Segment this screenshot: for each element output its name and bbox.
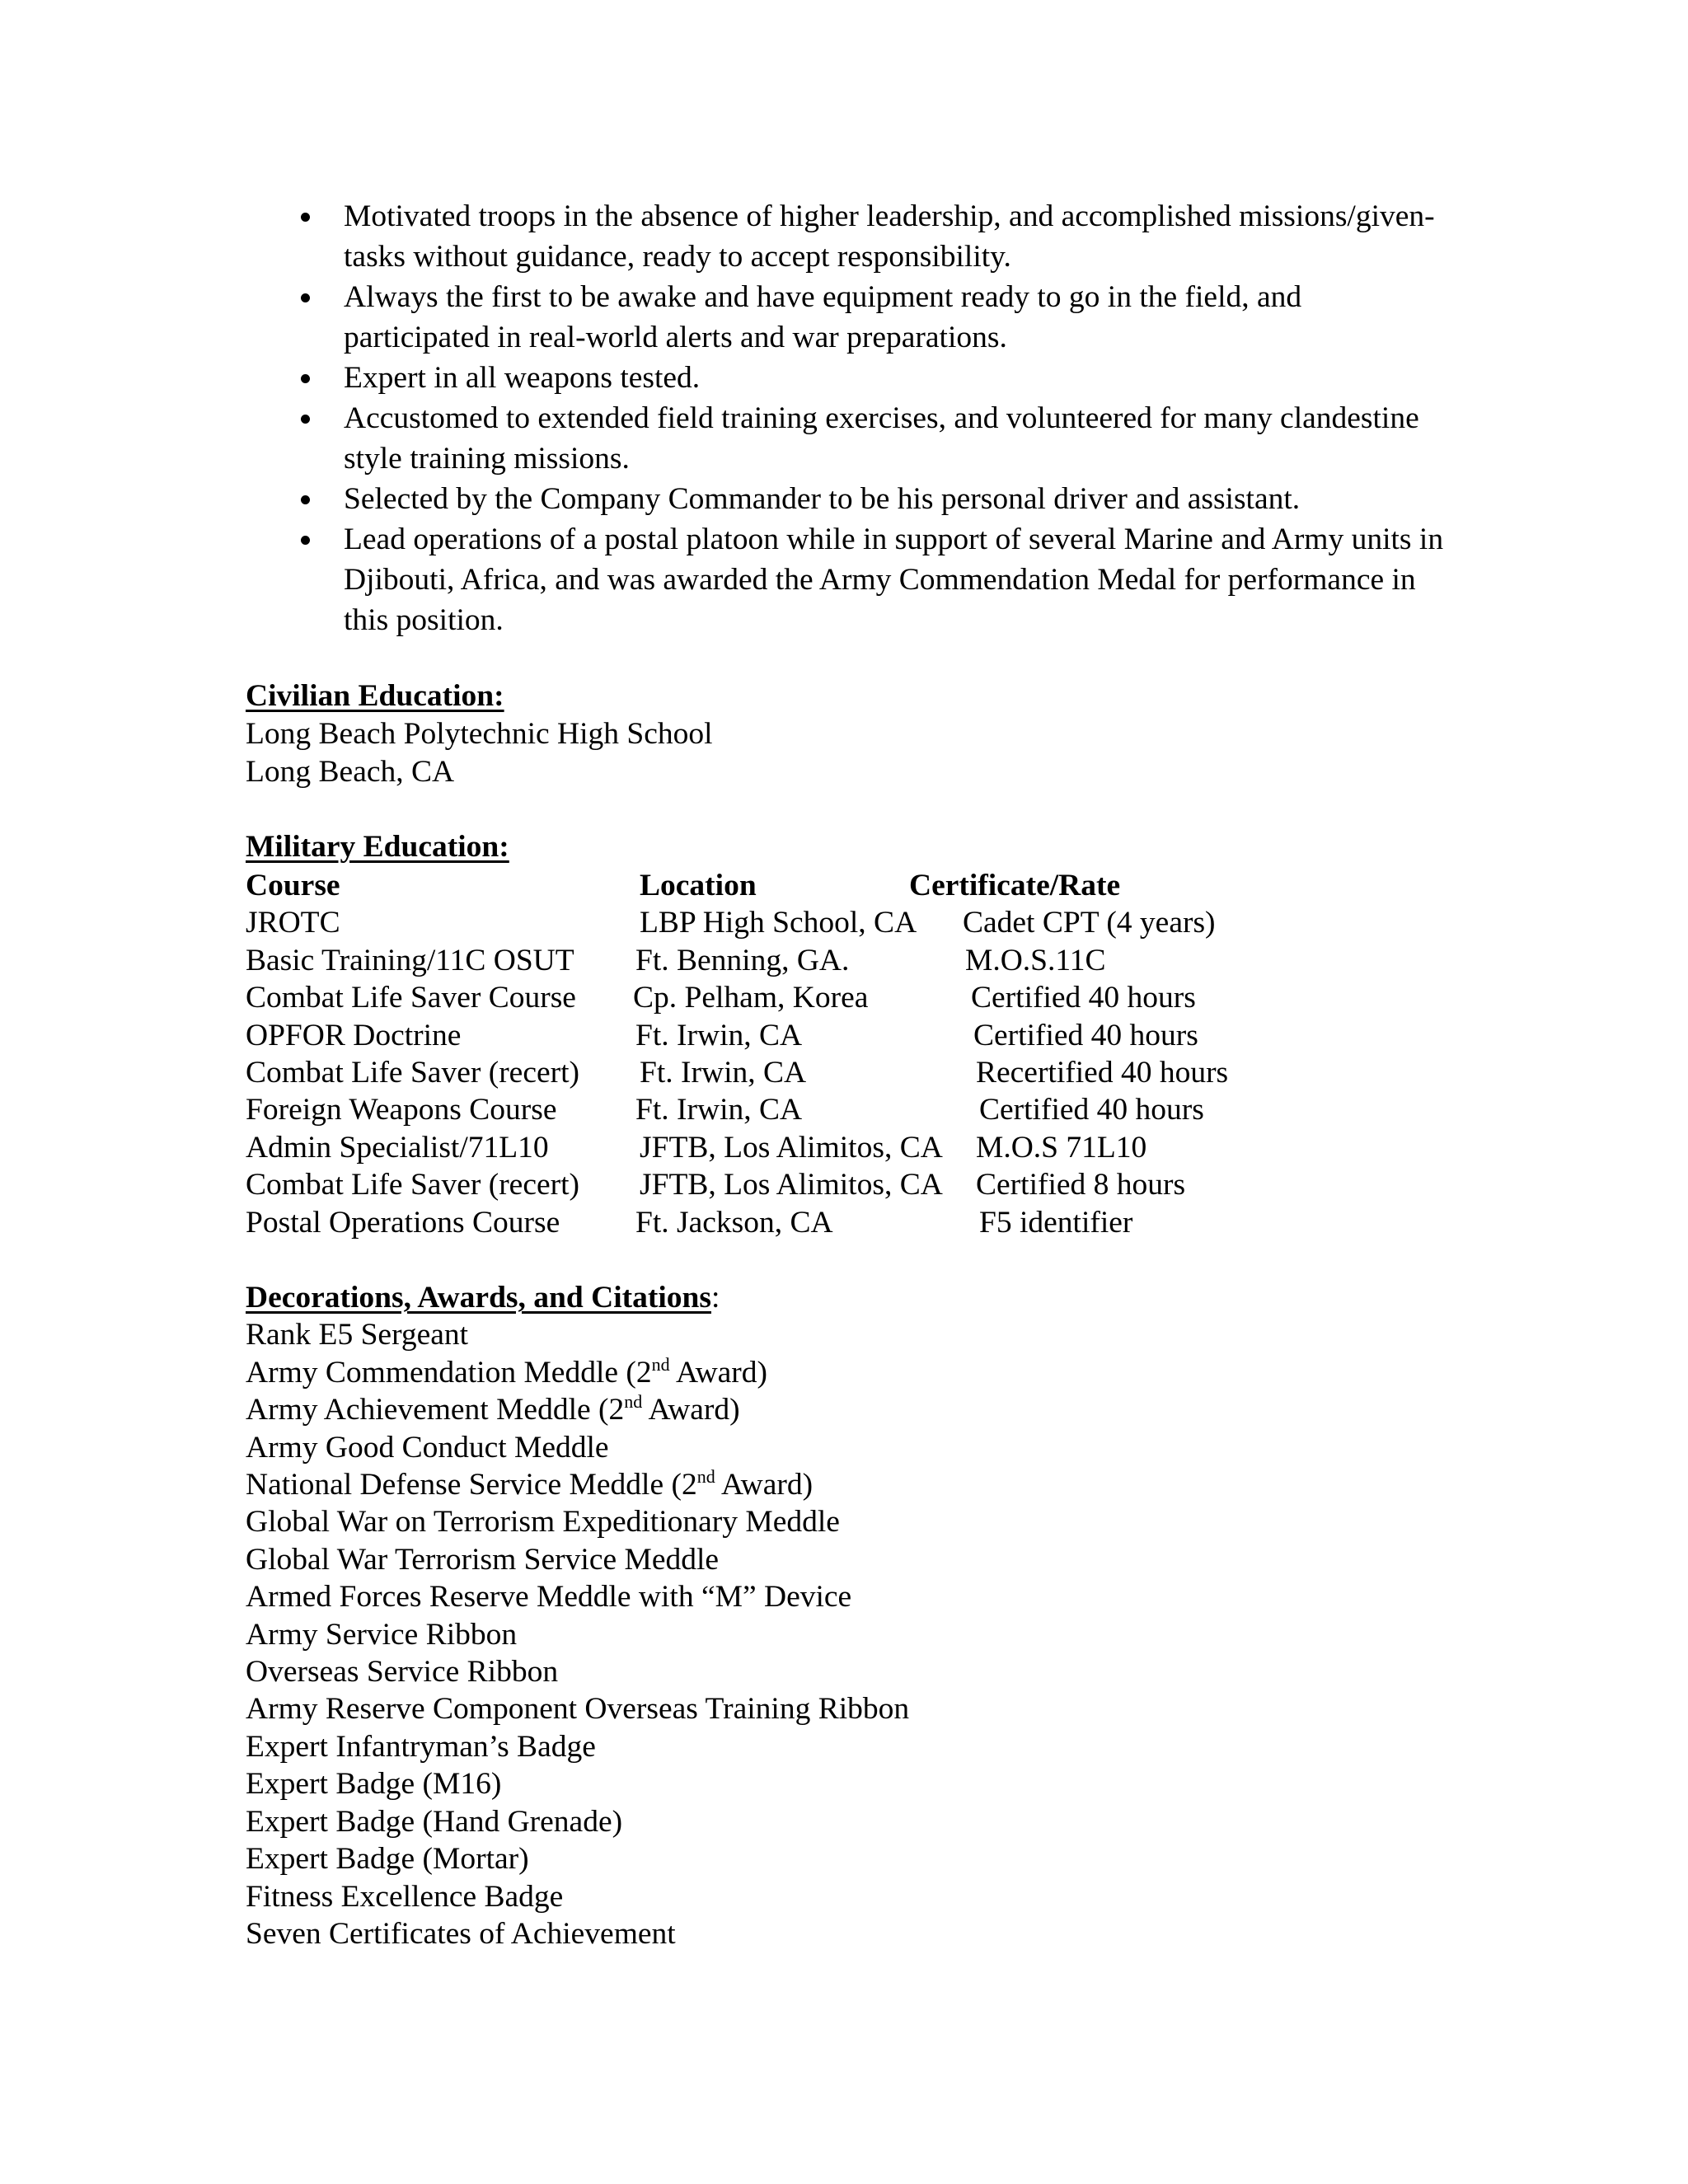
bullet-text: Motivated troops in the absence of higher leadership, and accomplished missions/given-tasks without guidance, ready to accept responsibility. bbox=[344, 199, 1435, 274]
bullet-icon bbox=[301, 213, 310, 222]
location-cell: Ft. Benning, GA. bbox=[635, 943, 850, 977]
course-cell: JROTC bbox=[246, 906, 340, 940]
location-cell: Ft. Jackson, CA bbox=[635, 1205, 833, 1240]
school-name: Long Beach Polytechnic High School bbox=[246, 717, 713, 751]
bullet-item bbox=[301, 519, 1455, 640]
decorations-heading-line bbox=[246, 1279, 909, 1316]
military-education-heading: Military Education: bbox=[246, 830, 509, 864]
award-item: Expert Badge (M16) bbox=[246, 1767, 502, 1802]
bullet-text: Always the first to be awake and have equipment ready to go in the field, and participated in real-world alerts and war preparations. bbox=[344, 280, 1302, 354]
certificate-cell: M.O.S 71L10 bbox=[976, 1130, 1147, 1165]
bullet-item bbox=[301, 398, 1455, 479]
bullet-icon bbox=[301, 415, 310, 424]
award-item: Expert Badge (Hand Grenade) bbox=[246, 1804, 623, 1839]
certificate-cell: Certified 40 hours bbox=[979, 1093, 1204, 1127]
award-item: Armed Forces Reserve Meddle with “M” Device bbox=[246, 1580, 852, 1615]
award-item: Army Achievement Meddle (2nd Award) bbox=[246, 1391, 740, 1427]
bullet-item bbox=[301, 479, 1455, 519]
decorations-heading: Decorations, Awards, and Citations bbox=[246, 1281, 711, 1315]
decorations-section bbox=[246, 1279, 909, 1952]
award-item: Overseas Service Ribbon bbox=[246, 1655, 559, 1690]
course-cell: Admin Specialist/71L10 bbox=[246, 1130, 549, 1165]
course-cell: OPFOR Doctrine bbox=[246, 1018, 462, 1052]
bullet-text: Selected by the Company Commander to be his personal driver and assistant. bbox=[344, 482, 1301, 516]
certificate-cell: Certified 40 hours bbox=[973, 1018, 1198, 1052]
award-item: National Defense Service Meddle (2nd Award) bbox=[246, 1466, 814, 1502]
location-cell: LBP High School, CA bbox=[640, 906, 917, 940]
certificate-cell: M.O.S.11C bbox=[965, 943, 1106, 977]
column-header-location: Location bbox=[640, 869, 757, 902]
course-cell: Combat Life Saver (recert) bbox=[246, 1055, 580, 1090]
bullet-icon bbox=[301, 374, 310, 383]
column-header-course: Course bbox=[246, 869, 340, 902]
bullet-text: Lead operations of a postal platoon while in support of several Marine and Army units in Djibouti, Africa, and was awarded the Army Commendation Medal for performance in this position. bbox=[344, 523, 1444, 637]
decorations-heading-colon: : bbox=[710, 1281, 720, 1315]
bullet-text: Accustomed to extended field training exercises, and volunteered for many clandestine style training missions. bbox=[344, 401, 1419, 476]
course-cell: Foreign Weapons Course bbox=[246, 1093, 557, 1127]
location-cell: Cp. Pelham, Korea bbox=[633, 981, 869, 1015]
civilian-education-heading: Civilian Education: bbox=[246, 679, 504, 713]
location-cell: Ft. Irwin, CA bbox=[635, 1093, 803, 1127]
civilian-education-section bbox=[246, 677, 713, 791]
award-item: Global War on Terrorism Expeditionary Meddle bbox=[246, 1505, 840, 1540]
bullet-item bbox=[301, 196, 1455, 277]
certificate-cell: F5 identifier bbox=[979, 1205, 1133, 1240]
bullet-icon bbox=[301, 293, 310, 302]
certificate-cell: Certified 8 hours bbox=[976, 1168, 1186, 1202]
bullet-text: Expert in all weapons tested. bbox=[344, 361, 701, 395]
award-item: Fitness Excellence Badge bbox=[246, 1879, 564, 1914]
experience-bullet-list bbox=[301, 196, 1455, 640]
award-item: Global War Terrorism Service Meddle bbox=[246, 1542, 720, 1577]
award-item: Expert Badge (Mortar) bbox=[246, 1842, 529, 1877]
bullet-icon bbox=[301, 536, 310, 545]
certificate-cell: Recertified 40 hours bbox=[976, 1055, 1229, 1090]
bullet-icon bbox=[301, 495, 310, 504]
location-cell: JFTB, Los Alimitos, CA bbox=[640, 1130, 943, 1165]
location-cell: JFTB, Los Alimitos, CA bbox=[640, 1168, 943, 1202]
location-cell: Ft. Irwin, CA bbox=[635, 1018, 803, 1052]
location-cell: Ft. Irwin, CA bbox=[640, 1055, 807, 1090]
certificate-cell: Cadet CPT (4 years) bbox=[963, 906, 1216, 940]
award-item: Army Reserve Component Overseas Training Ribbon bbox=[246, 1692, 910, 1727]
award-item: Army Good Conduct Meddle bbox=[246, 1430, 609, 1465]
course-cell: Postal Operations Course bbox=[246, 1205, 560, 1240]
military-education-heading-block bbox=[246, 828, 509, 866]
bullet-item bbox=[301, 277, 1455, 358]
award-item: Army Service Ribbon bbox=[246, 1617, 518, 1652]
column-header-certificate: Certificate/Rate bbox=[909, 869, 1121, 902]
course-cell: Combat Life Saver Course bbox=[246, 981, 576, 1015]
bullet-item bbox=[301, 358, 1455, 398]
award-item: Expert Infantryman’s Badge bbox=[246, 1729, 596, 1764]
award-item: Rank E5 Sergeant bbox=[246, 1318, 469, 1352]
award-item: Army Commendation Meddle (2nd Award) bbox=[246, 1353, 768, 1390]
certificate-cell: Certified 40 hours bbox=[971, 981, 1196, 1015]
school-location: Long Beach, CA bbox=[246, 755, 455, 789]
course-cell: Combat Life Saver (recert) bbox=[246, 1168, 580, 1202]
course-cell: Basic Training/11C OSUT bbox=[246, 943, 574, 977]
award-item: Seven Certificates of Achievement bbox=[246, 1916, 676, 1951]
